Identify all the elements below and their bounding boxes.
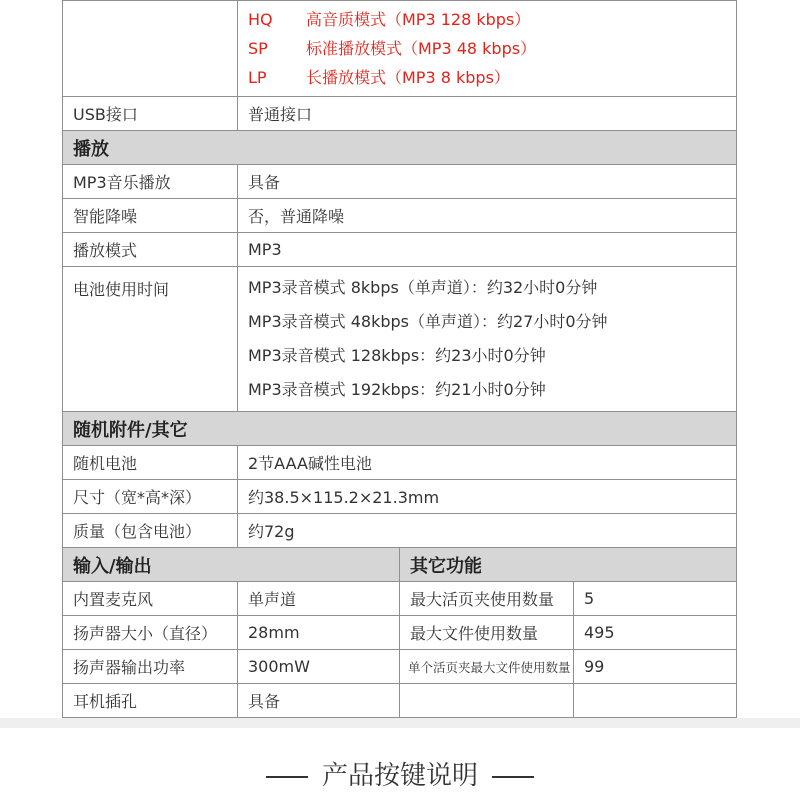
table-row (63, 582, 737, 616)
io-value: 300mW (238, 650, 400, 684)
battery-line: MP3录音模式 48kbps（单声道）：约27小时0分钟 (248, 312, 608, 331)
other-value: 495 (574, 616, 737, 650)
io-label: 耳机插孔 (63, 684, 238, 718)
spec-value: 具备 (238, 165, 737, 199)
spec-label: 质量（包含电池） (63, 514, 238, 548)
battery-line: MP3录音模式 128kbps：约23小时0分钟 (248, 346, 546, 365)
other-label: 单个活页夹最大文件使用数量 (400, 650, 574, 684)
other-value: 99 (574, 650, 737, 684)
table-row (63, 199, 737, 233)
spec-table (62, 0, 737, 718)
record-mode-lp: LP 长播放模式（MP3 8 kbps） (248, 68, 510, 87)
spec-label: 播放模式 (63, 233, 238, 267)
section-title-playback: 播放 (63, 131, 737, 165)
record-modes-cell (238, 1, 737, 97)
battery-line: MP3录音模式 192kbps：约21小时0分钟 (248, 380, 546, 399)
other-value: 5 (574, 582, 737, 616)
right-dash-divider (492, 776, 534, 778)
spec-value: 约38.5×115.2×21.3mm (238, 480, 737, 514)
table-row (63, 1, 737, 97)
table-row (63, 514, 737, 548)
table-row (63, 97, 737, 131)
spec-label: 智能降噪 (63, 199, 238, 233)
io-label: 扬声器大小（直径） (63, 616, 238, 650)
io-label: 扬声器输出功率 (63, 650, 238, 684)
table-row (63, 480, 737, 514)
spec-value: 约72g (238, 514, 737, 548)
other-label: 最大文件使用数量 (400, 616, 574, 650)
table-row (63, 233, 737, 267)
table-row (63, 650, 737, 684)
left-dash-divider (266, 776, 308, 778)
spec-value: MP3 (238, 233, 737, 267)
record-mode-label-cell (63, 1, 238, 97)
usb-label: USB接口 (63, 97, 238, 131)
footer-title-text: 产品按键说明 (321, 761, 478, 791)
empty-cell (400, 684, 574, 718)
empty-cell (574, 684, 737, 718)
section-header-row (63, 548, 737, 582)
other-label: 最大活页夹使用数量 (400, 582, 574, 616)
section-title-other: 其它功能 (400, 548, 737, 582)
spec-label: 随机电池 (63, 446, 238, 480)
spec-value: 2节AAA碱性电池 (238, 446, 737, 480)
table-row (63, 267, 737, 412)
io-value: 单声道 (238, 582, 400, 616)
section-header-row (63, 131, 737, 165)
section-title-accessories: 随机附件/其它 (63, 412, 737, 446)
io-value: 28mm (238, 616, 400, 650)
battery-values (238, 267, 737, 412)
table-row (63, 165, 737, 199)
record-mode-sp: SP 标准播放模式（MP3 48 kbps） (248, 39, 537, 58)
section-header-row (63, 412, 737, 446)
table-row (63, 446, 737, 480)
table-row (63, 616, 737, 650)
record-mode-hq: HQ 高音质模式（MP3 128 kbps） (248, 10, 531, 29)
usb-value: 普通接口 (238, 97, 737, 131)
battery-line: MP3录音模式 8kbps（单声道）：约32小时0分钟 (248, 278, 598, 297)
section-heading-buttons (0, 755, 800, 792)
battery-label: 电池使用时间 (63, 267, 238, 412)
table-row (63, 684, 737, 718)
section-title-io: 输入/输出 (63, 548, 400, 582)
spec-label: 尺寸（宽*高*深） (63, 480, 238, 514)
spec-value: 否，普通降噪 (238, 199, 737, 233)
io-value: 具备 (238, 684, 400, 718)
spec-label: MP3音乐播放 (63, 165, 238, 199)
io-label: 内置麦克风 (63, 582, 238, 616)
